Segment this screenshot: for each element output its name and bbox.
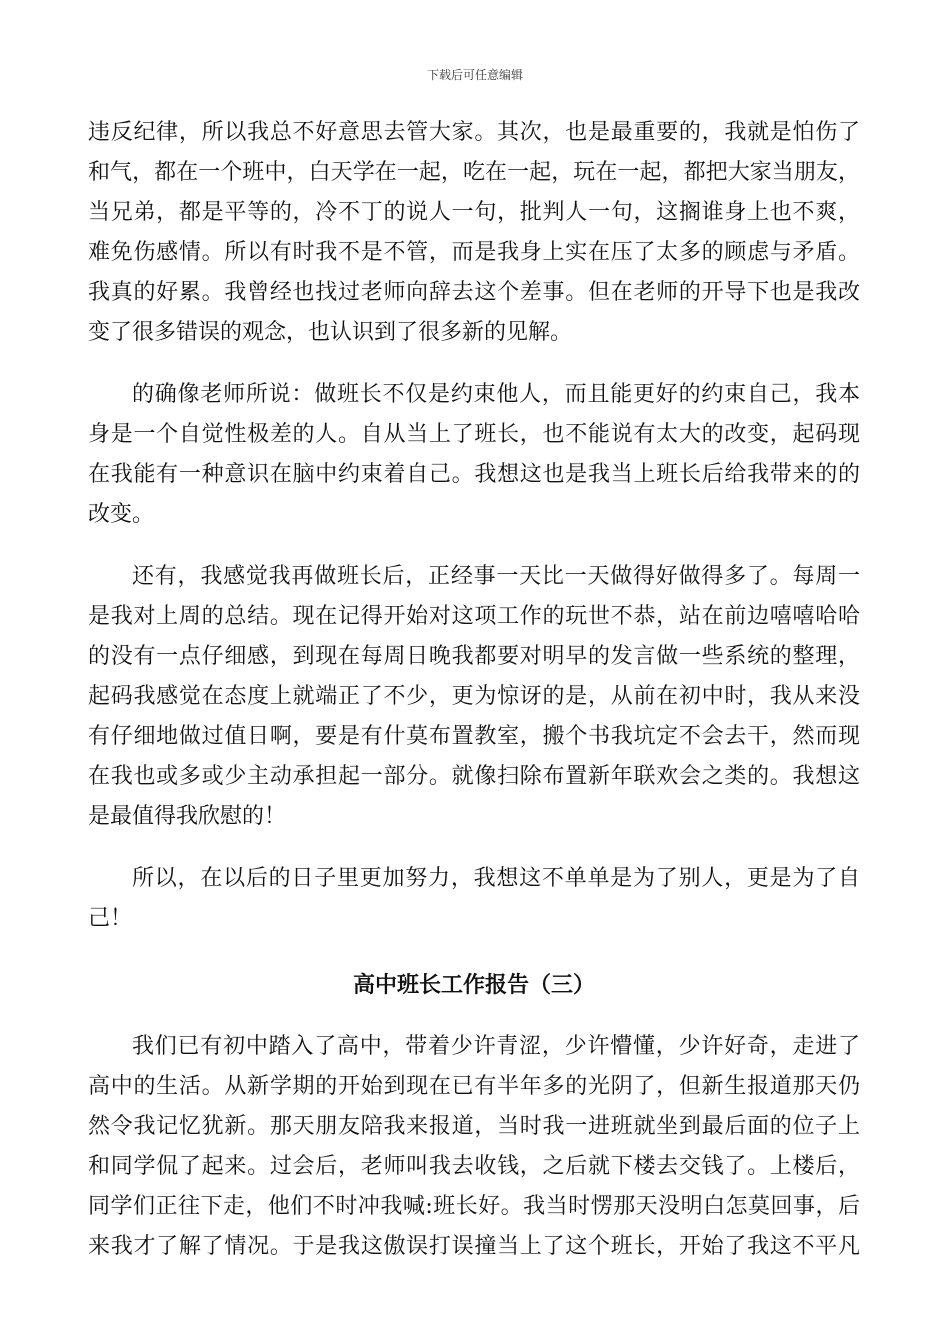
paragraph-line: 来我才了解了情况。于是我这傲误打误撞当上了这个班长，开始了我这不平凡 (88, 1234, 860, 1259)
paragraph-line: 难免伤感情。所以有时我不是不管，而是我身上实在压了太多的顾虑与矛盾。 (88, 240, 860, 265)
paragraph-line: 在我能有一种意识在脑中约束着自己。我想这也是我当上班长后给我带来的的 (88, 462, 860, 487)
section-paragraph (88, 1027, 860, 1267)
paragraph-line: 同学们正往下走，他们不时冲我喊:班长好。我当时愣那天没明白怎莫回事，后 (88, 1194, 860, 1219)
paragraph-line: 在我也或多或少主动承担起一部分。就像扫除布置新年联欢会之类的。我想这 (88, 764, 860, 789)
paragraph-line: 身是一个自觉性极差的人。自从当上了班长，也不能说有太大的改变，起码现 (88, 422, 860, 447)
paragraph-line: 高中的生活。从新学期的开始到现在已有半年多的光阴了，但新生报道那天仍 (88, 1074, 860, 1099)
page-header: 下载后可任意编辑 (426, 68, 523, 82)
paragraph-line: 还有，我感觉我再做班长后，正经事一天比一天做得好做得多了。每周一 (132, 564, 860, 589)
paragraph-4 (88, 859, 860, 939)
paragraph-line: 有仔细地做过值日啊，要是有什莫布置教室，搬个书我坑定不会去干，然而现 (88, 724, 860, 749)
paragraph-3 (88, 557, 860, 837)
paragraph-line: 是最值得我欣慰的！ (88, 804, 287, 829)
paragraph-line: 所以，在以后的日子里更加努力，我想这不单单是为了别人，更是为了自 (132, 866, 860, 891)
paragraph-2 (88, 375, 860, 535)
paragraph-line: 和同学侃了起来。过会后，老师叫我去收钱，之后就下楼去交钱了。上楼后， (88, 1154, 860, 1179)
paragraph-line: 然令我记忆犹新。那天朋友陪我来报道，当时我一进班就坐到最后面的位子上 (88, 1114, 860, 1139)
paragraph-line: 变了很多错误的观念，也认识到了很多新的见解。 (88, 320, 573, 345)
paragraph-line: 改变。 (88, 502, 155, 527)
paragraph-line: 和气，都在一个班中，白天学在一起，吃在一起，玩在一起，都把大家当朋友， (88, 160, 860, 185)
section-heading: 高中班长工作报告（三） (352, 972, 595, 998)
paragraph-line: 我们已有初中踏入了高中，带着少许青涩，少许懵懂，少许好奇，走进了 (132, 1034, 860, 1059)
paragraph-line: 起码我感觉在态度上就端正了不少，更为惊讶的是，从前在初中时，我从来没 (88, 684, 860, 709)
paragraph-1 (88, 113, 860, 353)
paragraph-line: 违反纪律，所以我总不好意思去管大家。其次，也是最重要的，我就是怕伤了 (88, 120, 860, 145)
paragraph-line: 当兄弟，都是平等的，冷不丁的说人一句，批判人一句，这搁谁身上也不爽， (88, 200, 860, 225)
document-body (88, 113, 860, 1267)
paragraph-line: 己！ (88, 906, 133, 931)
paragraph-line: 是我对上周的总结。现在记得开始对这项工作的玩世不恭，站在前边嘻嘻哈哈 (88, 604, 860, 629)
paragraph-line: 我真的好累。我曾经也找过老师向辞去这个差事。但在老师的开导下也是我改 (88, 280, 860, 305)
paragraph-line: 的没有一点仔细感，到现在每周日晚我都要对明早的发言做一些系统的整理， (88, 644, 860, 669)
paragraph-line: 的确像老师所说：做班长不仅是约束他人，而且能更好的约束自己，我本 (132, 382, 860, 407)
